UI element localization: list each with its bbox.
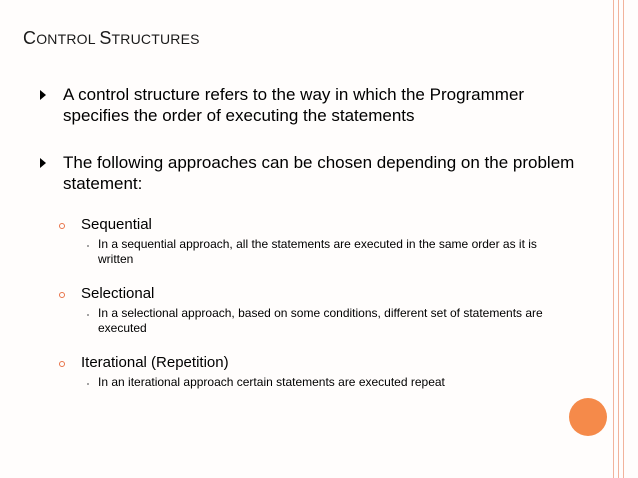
approach-detail	[98, 306, 543, 336]
detail-line: executed	[98, 321, 147, 335]
bullet-line: A control structure refers to the way in which the Programmer	[63, 85, 525, 104]
bullet-text	[63, 152, 574, 194]
detail-line: written	[98, 252, 134, 266]
bullet-line: specifies the order of executing the statements	[63, 106, 415, 125]
detail-line: In a selectional approach, based on some conditions, different set of statements are	[98, 306, 543, 320]
bullet-line: The following approaches can be chosen depending on the problem	[63, 153, 575, 172]
approach-detail	[98, 375, 445, 390]
title-cap: C	[23, 28, 37, 48]
decorative-line	[623, 0, 624, 478]
decorative-circle-icon	[569, 398, 607, 436]
title-rest: TRUCTURES	[111, 31, 200, 47]
approach-label: Selectional	[81, 285, 155, 302]
triangle-bullet-icon	[40, 158, 46, 168]
approach-label: Sequential	[81, 216, 152, 233]
ring-bullet-icon	[59, 223, 65, 229]
triangle-bullet-icon	[40, 90, 46, 100]
bullet-text	[63, 84, 524, 126]
title-rest: ONTROL	[36, 31, 100, 47]
bullet-line: statement:	[63, 174, 143, 193]
slide-title	[23, 28, 200, 49]
detail-line: In an iterational approach certain statements are executed repeat	[98, 375, 445, 389]
detail-line: In a sequential approach, all the statements are executed in the same order as it is	[98, 237, 537, 251]
ring-bullet-icon	[59, 292, 65, 298]
ring-bullet-icon	[59, 361, 65, 367]
decorative-line	[618, 0, 619, 478]
decorative-line	[613, 0, 614, 478]
approach-detail	[98, 237, 537, 267]
dot-bullet-icon	[87, 245, 89, 247]
dot-bullet-icon	[87, 314, 89, 316]
dot-bullet-icon	[87, 383, 89, 385]
title-cap: S	[99, 28, 112, 48]
approach-label: Iterational (Repetition)	[81, 354, 229, 371]
